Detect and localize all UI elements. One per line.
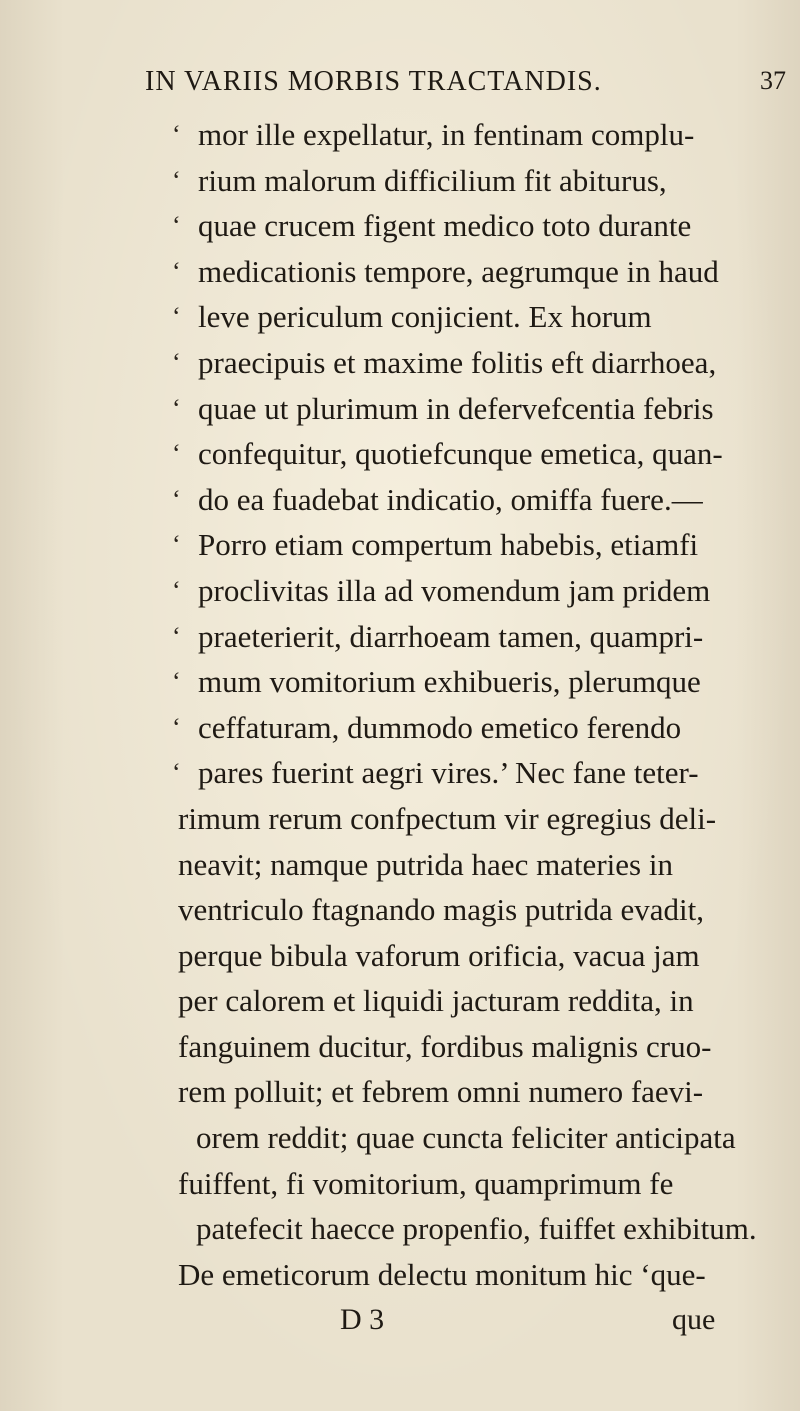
text-line [0, 1115, 800, 1161]
text-line [0, 1252, 800, 1298]
quotation-mark: ‘ [172, 347, 181, 377]
quotation-mark: ‘ [172, 712, 181, 742]
quotation-mark: ‘ [172, 120, 181, 149]
text-line [0, 887, 800, 933]
quotation-mark: ‘ [172, 575, 181, 605]
text-line [0, 340, 800, 386]
line-text: rimum rerum confpectum vir egregius deli- [178, 800, 717, 836]
quotation-mark: ‘ [172, 758, 181, 788]
line-text: rium malorum difficilium fit abiturus, [198, 162, 667, 198]
line-text: fuiffent, fi vomitorium, quamprimum fe [178, 1165, 674, 1201]
text-line [0, 1206, 800, 1252]
text-line [0, 477, 800, 523]
text-line [0, 659, 800, 705]
line-text: medicationis tempore, aegrumque in haud [198, 253, 719, 289]
quotation-mark: ‘ [172, 621, 181, 651]
text-line [0, 386, 800, 432]
quotation-mark: ‘ [172, 667, 181, 697]
line-text: do ea fuadebat indicatio, omiffa fuere.— [198, 481, 703, 517]
line-text: neavit; namque putrida haec materies in [178, 846, 673, 882]
line-text: per calorem et liquidi jacturam reddita, in [178, 983, 694, 1019]
line-text: confequitur, quotiefcunque emetica, quan- [198, 436, 723, 472]
text-line [0, 112, 800, 158]
text-line [0, 431, 800, 477]
line-text: Porro etiam compertum habebis, etiamfi [198, 527, 699, 563]
text-line [0, 750, 800, 796]
line-text: ventriculo ftagnando magis putrida evadit, [178, 892, 704, 928]
text-line [0, 249, 800, 295]
running-title: IN VARIIS MORBIS TRACTANDIS. [145, 66, 602, 97]
line-text: praeterierit, diarrhoeam tamen, quampri- [198, 618, 704, 654]
text-line [0, 1069, 800, 1115]
text-line [0, 1161, 800, 1207]
text-line [0, 203, 800, 249]
text-line [0, 705, 800, 751]
text-line [0, 158, 800, 204]
quotation-mark: ‘ [172, 530, 181, 560]
text-line [0, 842, 800, 888]
quotation-mark: ‘ [172, 165, 181, 195]
line-text: rem polluit; et febrem omni numero faevi- [178, 1074, 704, 1110]
quotation-mark: ‘ [172, 439, 181, 469]
quotation-mark: ‘ [172, 484, 181, 514]
page-number: 37 [760, 66, 786, 95]
line-text: leve periculum conjicient. Ex horum [198, 299, 652, 335]
catchword: que [672, 1303, 716, 1337]
line-text: mum vomitorium exhibueris, plerumque [198, 664, 701, 700]
line-text: fanguinem ducitur, fordibus malignis cruo- [178, 1028, 712, 1064]
page-header [0, 60, 800, 104]
footer-line [0, 1297, 800, 1343]
text-line [0, 522, 800, 568]
line-text: quae ut plurimum in defervefcentia febris [198, 390, 714, 426]
signature-mark: D 3 [340, 1303, 385, 1337]
text-line [0, 614, 800, 660]
line-text: proclivitas illa ad vomendum jam pridem [198, 572, 711, 608]
text-line [0, 568, 800, 614]
line-text: orem reddit; quae cuncta feliciter anticipata [196, 1120, 736, 1156]
text-line [0, 294, 800, 340]
line-text: mor ille expellatur, in fentinam complu- [198, 117, 695, 152]
text-line [0, 1024, 800, 1070]
line-text: perque bibula vaforum orificia, vacua jam [178, 937, 700, 973]
quotation-mark: ‘ [172, 256, 181, 286]
line-text: patefecit haecce propenfio, fuiffet exhibitum. [196, 1211, 757, 1247]
line-text: De emeticorum delectu monitum hic ‘que- [178, 1256, 706, 1292]
text-line [0, 933, 800, 979]
quotation-mark: ‘ [172, 393, 181, 423]
body-text [0, 112, 800, 1343]
quotation-mark: ‘ [172, 302, 181, 332]
line-text: ceffaturam, dummodo emetico ferendo [198, 709, 682, 745]
line-text: quae crucem figent medico toto durante [198, 208, 692, 244]
line-text: praecipuis et maxime folitis eft diarrhoea, [198, 344, 717, 380]
text-line [0, 978, 800, 1024]
quotation-mark: ‘ [172, 211, 181, 241]
line-text: pares fuerint aegri vires.’ Nec fane teter- [198, 755, 699, 791]
text-line [0, 796, 800, 842]
